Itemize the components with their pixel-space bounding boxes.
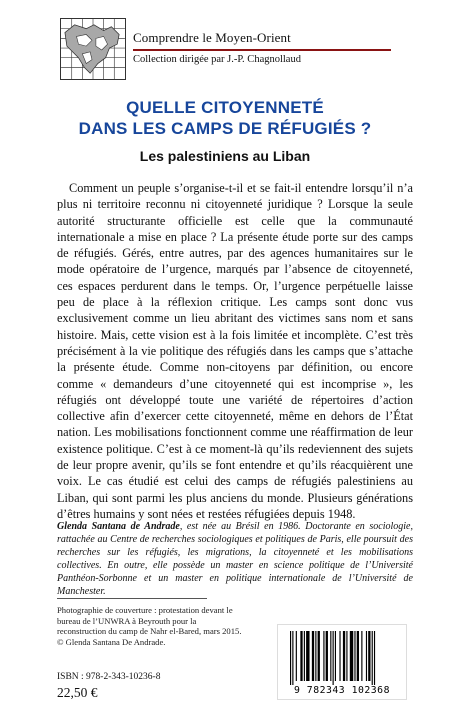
book-title-line2: DANS LES CAMPS DE RÉFUGIÉS ? bbox=[78, 119, 372, 138]
barcode-panel bbox=[277, 624, 407, 700]
series-director: Collection dirigée par J.-P. Chagnollaud bbox=[133, 53, 301, 65]
isbn: ISBN : 978-2-343-10236-8 bbox=[57, 672, 161, 682]
barcode-icon bbox=[288, 631, 398, 685]
book-subtitle: Les palestiniens au Liban bbox=[139, 148, 311, 164]
middle-east-map-logo-icon bbox=[60, 18, 126, 80]
map-icon bbox=[61, 19, 125, 79]
price: 22,50 € bbox=[57, 685, 98, 700]
book-title bbox=[0, 97, 450, 139]
series-block bbox=[133, 30, 391, 65]
author-bio-text: , est née au Brésil en 1986. Doctorante en sociologie, rattachée au Centre de recherches sociologiques et politiques de Paris, elle poursuit des recherches sur les réfugiés, les migrations, la citoyenneté et les mobilisations collectives. En outre, elle possède un master en science politique de l’Université Panthéon-Sorbonne et un master en politique internationale de l’Université de Manchester. bbox=[57, 521, 413, 597]
author-bio bbox=[57, 520, 413, 598]
credit-divider bbox=[57, 598, 207, 599]
back-cover-blurb: Comment un peuple s’organise-t-il et se fait-il entendre lorsqu’il n’a plus ni territoire reconnu ni citoyenneté juridique ? Lorsque la seule autorité structurante officielle est celle que la communauté internationale a mise en place ? La présente étude porte sur des camps de réfugiés. Gérés, entre autres, par des agences humanitaires sur le mode opératoire de l’urgence, marqués par l’absence de citoyenneté, ces espaces perdurent dans le temps. Or, l’urgence perpétuelle laisse peu de place à la réflexion critique. Les camps sont donc vus exclusivement comme un lieu abritant des victimes sans nom et sans histoire. Mais, cette vision est à la fois limitée et incomplète. C’est très précisément à la vie politique des réfugiés dans les camps que s’attache la présente étude. Comme non-citoyens par définition, ou encore comme « demandeurs d’une citoyenneté qui est incomprise », les réfugiés ont développé toute une variété de répertoires d’action collective afin d’exercer cette citoyenneté, même en dehors de l’État nation. Les mobilisations fonctionnent comme une réaffirmation de leur existence politique. C’est à ce moment-là qu’ils redeviennent des sujets de leur propre avenir, qu’ils se font entendre et qu’ils réacquièrent une voix. Le cas étudié est celui des camps de réfugiés palestiniens au Liban, qui sont parmi les plus anciens du monde. Plusieurs générations d’êtres humains y sont nées et restées réfugiées depuis 1948. bbox=[57, 181, 413, 521]
photo-credit: Photographie de couverture : protestation devant le bureau de l’UNWRA à Beyrouth pour la reconstruction du camp de Nahr el-Bared, mars 2015. © Glenda Santana De Andrade. bbox=[57, 605, 242, 647]
series-name: Comprendre le Moyen-Orient bbox=[133, 30, 291, 45]
book-title-line1: QUELLE CITOYENNETÉ bbox=[126, 98, 324, 117]
author-name: Glenda Santana de Andrade bbox=[57, 521, 180, 532]
barcode-number: 9 782343 102368 bbox=[294, 685, 390, 696]
series-divider bbox=[133, 49, 391, 51]
